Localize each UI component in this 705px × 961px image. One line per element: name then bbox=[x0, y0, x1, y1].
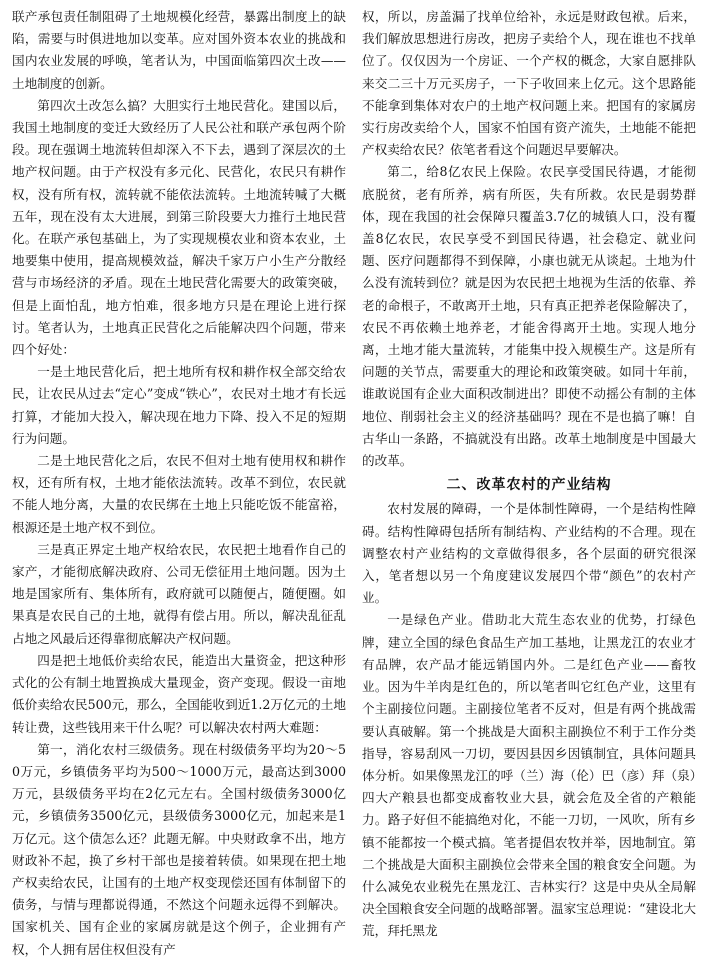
paragraph: 三是真正界定土地产权给农民，农民把土地看作自己的家产，才能彻底解决政府、公司无偿征用土地问题。因为土地是国家所有、集体所有，政府就可以随便占，随便圈。如果真是农民自己的土地，就得有偿占用。所以，解决乱征乱占地之风最后还得靠彻底解决产权问题。 bbox=[12, 541, 346, 646]
section-heading: 二、改革农村的产业结构 bbox=[446, 477, 612, 494]
paragraph: 二是土地民营化之后，农民不但对土地有使用权和耕作权，还有所有权，土地才能依法流转。改革不到位，农民就不能人地分离，大量的农民绑在土地上只能吃饭不能富裕，根源还是土地产权不到位。 bbox=[12, 453, 346, 535]
paragraph: 四是把土地低价卖给农民，能造出大量资金，把这种形式化的公有制土地置换成大量现金，资产变现。假设一亩地低价卖给农民500元，那么，全国能收到近1.2万亿元的土地转让费，这些钱用来干什么呢？可以解决农村两大难题： bbox=[12, 652, 346, 735]
paragraph: 一是土地民营化后，把土地所有权和耕作权全部交给农民，让农民从过去“定心”变成“铁心”，农民对土地才有长远打算，才能加大投入，解决现在地力下降、投入不足的短期行为问题。 bbox=[12, 364, 346, 446]
paragraph: 第一，消化农村三级债务。现在村级债务平均为20～50万元，乡镇债务平均为500～1000万元，最高达到3000万元，县级债务平均在2亿元左右。全国村级债务3000亿元，乡镇债务3500亿元，县级债务3000亿元，加起来是1万亿元。这个债怎么还？此题无解。中央财政拿不出，地方财政补不起，换了乡村干部也是接着转债。如果现在把土地产权卖给农民，让国有的土地产权变现偿还国有体制留下的债务，与情与理都说得通，不然这个问题永远得不到解决。国家机关、国有企业的家属房就是这个例子，企业拥有产权，个人拥有居住权但没有产 bbox=[12, 741, 346, 957]
paragraph: 第四次土改怎么搞？大胆实行土地民营化。建国以后，我国土地制度的变迁大致经历了人民公社和联产承包两个阶段。现在强调土地流转但却深入不下去，遇到了深层次的土地产权问题。由于产权没有多元化、民营化，农民只有耕作权，没有所有权，流转就不能依法流转。土地流转喊了大概五年，现在没有太大进展，到第三阶段要大力推行土地民营化。在联产承包基础上，为了实现规模农业和资本农业，土地要集中使用，提高规模效益，解决千家万户小生产分散经营与市场经济的矛盾。现在土地民营化需要大的政策突破，但是上面怕乱，地方怕难，很多地方只是在理论上进行探讨。笔者认为，土地真正民营化之后能解决四个问题，带来四个好处： bbox=[12, 97, 346, 358]
right-column bbox=[362, 6, 696, 943]
paragraph: 权，所以，房盖漏了找单位给补，永远是财政包袱。后来，我们解放思想进行房改，把房子卖给个人，现在谁也不找单位了。仅仅因为一个房证、一个产权的概念，大家自愿排队来交二三十万元买房子，一下子收回来上亿元。这个思路能不能拿到集体对农户的土地产权问题上来。把国有的家属房实行房改卖给个人，国家不怕国有资产流失，土地能不能把产权卖给农民？依笔者看这个问题迟早要解决。 bbox=[362, 9, 696, 158]
paragraph: 一是绿色产业。借助北大荒生态农业的优势，打绿色牌，建立全国的绿色食品生产加工基地，让黑龙江的农业才有品牌，农产品才能远销国内外。二是红色产业——畜牧业。因为牛羊肉是红色的，所以笔者叫它红色产业，这里有个主副接位问题。主副接位笔者不反对，但是有两个挑战需要认真破解。第一个挑战是大面积主副换位不利于工作分类指导，容易刮风一刀切，要因县因乡因镇制宜，具体问题具体分析。如果像黑龙江的呼（兰）海（伦）巴（彦）拜（泉）四大产粮县也都变成畜牧业大县，就会危及全省的产粮能力。路子好但不能搞绝对化，不能一刀切，一风吹，所有乡镇不能都按一个模式搞。笔者提倡农牧并举，因地制宜。第二个挑战是大面积主副换位会带来全国的粮食安全问题。为什么减免农业税先在黑龙江、吉林实行？这是中央从全局解决全国粮食安全问题的战略部署。温家宝总理说：“建设北大荒，拜托黑龙 bbox=[362, 612, 696, 939]
paragraph: 第二，给8亿农民上保险。农民享受国民待遇，才能彻底脱贫，老有所养，病有所医，失有所救。农民是弱势群体，现在我国的社会保障只覆盖3.7亿的城镇人口，没有覆盖8亿农民，农民享受不到国民待遇，社会稳定、就业问题、医疗问题都得不到保障，小康也就无从谈起。土地为什么没有流转到位？就是因为农民把土地视为生活的依靠、养老的命根子，不敢离开土地，只有真正把养老保险解决了，农民不再依赖土地养老，才能舍得离开土地。实现人地分离，土地才能大量流转，才能集中投入规模生产。这是所有问题的关节点，需要重大的理论和政策突破。如同十年前，谁敢说国有企业大面积改制进出？即使不动摇公有制的主体地位、削弱社会主义的经济基础吗？现在不是也搞了嘛！自古华山一条路，不搞就没有出路。改革土地制度是中国最大的改革。 bbox=[362, 164, 696, 469]
paragraph: 农村发展的障碍，一个是体制性障碍，一个是结构性障碍。结构性障碍包括所有制结构、产业结构的不合理。现在调整农村产业结构的文章做得很多，各个层面的研究很深入，笔者想以另一个角度建议发展四个带“颜色”的农村产业。 bbox=[362, 501, 696, 606]
paragraph: 联产承包责任制阻碍了土地规模化经营，暴露出制度上的缺陷，需要与时俱进地加以变革。应对国外资本农业的挑战和国内农业发展的呼唤，笔者认为，中国面临第四次土改——土地制度的创新。 bbox=[12, 9, 346, 91]
left-column bbox=[12, 6, 346, 961]
